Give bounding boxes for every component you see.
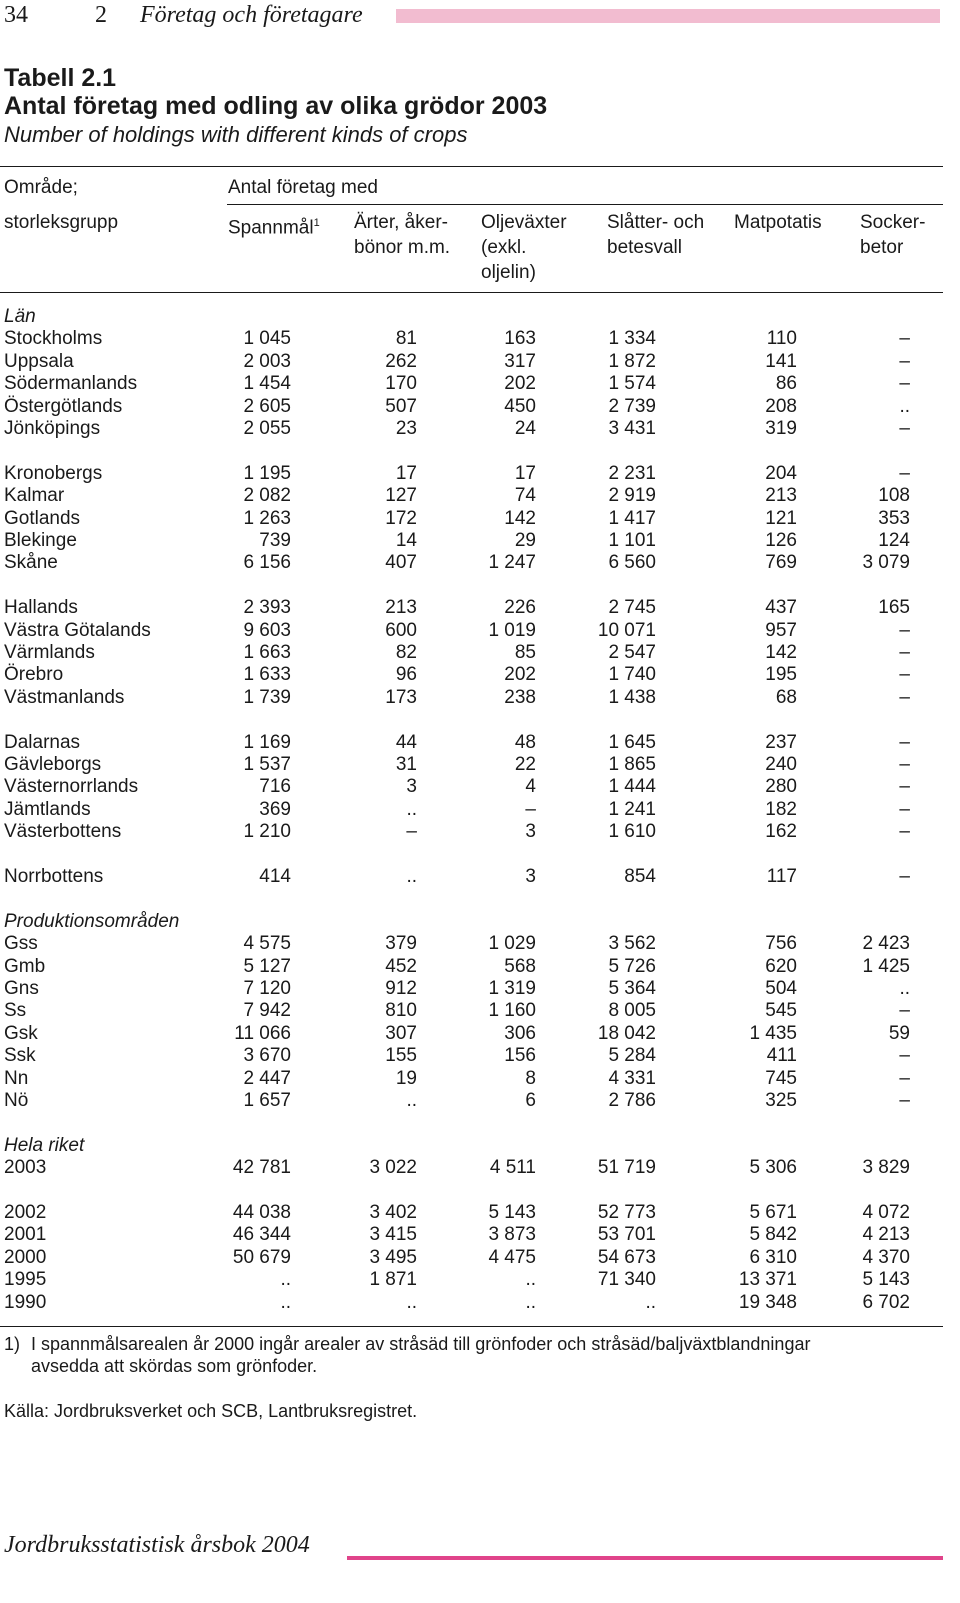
table-cell: 1 169 bbox=[243, 731, 291, 753]
table-cell: 5 127 bbox=[243, 955, 291, 977]
table-cell: 1 210 bbox=[243, 821, 291, 843]
table-cell: 1 417 bbox=[608, 507, 656, 529]
table-cell: 1 263 bbox=[243, 507, 291, 529]
table-cell: 8 bbox=[525, 1067, 536, 1089]
table-cell: .. bbox=[406, 1090, 417, 1111]
table-cell: 5 143 bbox=[488, 1202, 536, 1223]
table-cell: 716 bbox=[259, 776, 291, 798]
table-cell: 1 334 bbox=[608, 328, 656, 350]
row-label: Västerbottens bbox=[4, 821, 122, 843]
table-cell: 2 739 bbox=[608, 395, 656, 417]
table-cell: 1 444 bbox=[608, 776, 656, 798]
table-cell: 6 310 bbox=[749, 1246, 797, 1268]
chapter-title: Företag och företagare bbox=[140, 2, 363, 28]
section-label: Produktionsområden bbox=[4, 910, 180, 932]
table-cell: 2 919 bbox=[608, 485, 656, 507]
column-header-2-line-1 bbox=[354, 210, 448, 236]
table-cell: 6 702 bbox=[862, 1291, 910, 1313]
table-cell: 44 bbox=[395, 731, 417, 753]
row-label: Gävleborgs bbox=[4, 754, 102, 775]
table-cell: 3 495 bbox=[369, 1246, 417, 1268]
table-cell: 5 284 bbox=[608, 1045, 656, 1067]
table-cell: 3 431 bbox=[608, 418, 656, 439]
table-cell: 379 bbox=[385, 933, 417, 955]
footnote-marker: 1) bbox=[4, 1334, 21, 1354]
table-cell: 912 bbox=[385, 978, 417, 999]
table-cell: 769 bbox=[765, 552, 797, 574]
row-label: Nö bbox=[4, 1090, 29, 1111]
source-note: Källa: Jordbruksverket och SCB, Lantbruksregistret. bbox=[4, 1401, 418, 1421]
table-cell: – bbox=[525, 798, 536, 820]
table-cell: 854 bbox=[624, 866, 656, 887]
table-cell: 6 560 bbox=[608, 552, 656, 574]
row-label: Ssk bbox=[4, 1045, 36, 1067]
table-cell: 173 bbox=[385, 686, 417, 708]
table-cell: 226 bbox=[504, 597, 536, 619]
section-label: Län bbox=[4, 306, 36, 327]
table-cell: – bbox=[899, 418, 910, 439]
table-cell: 1 045 bbox=[243, 328, 291, 350]
group-header-rule bbox=[227, 204, 943, 205]
table-cell: 262 bbox=[385, 350, 417, 372]
table-cell: 407 bbox=[385, 552, 417, 574]
table-cell: 108 bbox=[878, 485, 910, 507]
table-cell: .. bbox=[525, 1269, 536, 1291]
table-cell: 5 143 bbox=[862, 1269, 910, 1291]
row-label: Norrbottens bbox=[4, 866, 104, 887]
table-cell: – bbox=[899, 776, 910, 798]
table-cell: 3 670 bbox=[243, 1045, 291, 1067]
table-cell: 756 bbox=[765, 933, 797, 955]
table-cell: .. bbox=[406, 1291, 417, 1313]
table-cell: 369 bbox=[259, 798, 291, 820]
table-cell: 51 719 bbox=[597, 1157, 656, 1179]
table-cell: 4 511 bbox=[489, 1157, 536, 1179]
table-cell: 4 213 bbox=[862, 1224, 910, 1246]
table-cell: 5 364 bbox=[608, 978, 656, 999]
table-cell: 4 575 bbox=[243, 933, 291, 955]
group-header: Antal företag med bbox=[228, 177, 378, 198]
column-header-6-line-2 bbox=[860, 235, 903, 261]
table-cell: 317 bbox=[504, 350, 536, 372]
row-label: Gmb bbox=[4, 955, 46, 977]
table-cell: 620 bbox=[765, 955, 797, 977]
table-cell: 237 bbox=[765, 731, 797, 753]
table-cell: 1 435 bbox=[749, 1022, 797, 1044]
table-cell: 568 bbox=[504, 955, 536, 977]
table-cell: – bbox=[899, 1045, 910, 1067]
table-bottom-rule bbox=[0, 1326, 943, 1327]
column-header-5-line-1 bbox=[734, 210, 822, 236]
table-cell: 81 bbox=[395, 328, 417, 350]
table-cell: – bbox=[899, 821, 910, 843]
page-header bbox=[0, 0, 960, 32]
table-cell: 1 872 bbox=[608, 350, 656, 372]
table-cell: 3 829 bbox=[862, 1157, 910, 1179]
row-label: 2001 bbox=[4, 1224, 47, 1246]
table-cell: 4 bbox=[525, 776, 536, 798]
row-label: Uppsala bbox=[4, 350, 74, 372]
table-cell: .. bbox=[525, 1291, 536, 1313]
section-label: Hela riket bbox=[4, 1134, 85, 1156]
table-cell: 163 bbox=[504, 328, 536, 350]
table-cell: 162 bbox=[765, 821, 797, 843]
table-cell: 155 bbox=[385, 1045, 417, 1067]
table-cell: 46 344 bbox=[232, 1224, 291, 1246]
table-cell: .. bbox=[899, 395, 910, 417]
table-cell: 213 bbox=[765, 485, 797, 507]
row-label: Västra Götalands bbox=[4, 619, 151, 641]
column-header-4-line-2 bbox=[607, 235, 682, 261]
table-cell: 48 bbox=[514, 731, 536, 753]
row-label: Gss bbox=[4, 933, 38, 955]
page-number: 34 bbox=[4, 2, 28, 28]
row-label: Södermanlands bbox=[4, 373, 138, 395]
table-number: Tabell 2.1 bbox=[4, 64, 117, 92]
table-cell: 19 348 bbox=[738, 1291, 797, 1313]
table-cell: 4 072 bbox=[862, 1202, 910, 1223]
row-label: Värmlands bbox=[4, 642, 95, 663]
table-cell: – bbox=[899, 350, 910, 372]
table-cell: 172 bbox=[385, 507, 417, 529]
column-header-1-line-1 bbox=[228, 210, 320, 241]
table-cell: 504 bbox=[765, 978, 797, 999]
table-cell: 1 101 bbox=[608, 530, 656, 551]
column-header-text: Spannmål bbox=[228, 217, 314, 239]
row-label: Skåne bbox=[4, 552, 58, 574]
table-cell: 2 547 bbox=[608, 642, 656, 663]
table-cell: 24 bbox=[514, 418, 536, 439]
row-label: 1990 bbox=[4, 1291, 47, 1313]
row-label: Hallands bbox=[4, 597, 78, 619]
chapter-number: 2 bbox=[95, 2, 107, 28]
table-cell: 165 bbox=[878, 597, 910, 619]
table-cell: 5 306 bbox=[749, 1157, 797, 1179]
table-cell: 2 423 bbox=[862, 933, 910, 955]
stub-header-2: storleksgrupp bbox=[4, 212, 119, 233]
table-cell: 71 340 bbox=[597, 1269, 656, 1291]
row-label: Gns bbox=[4, 978, 39, 999]
table-cell: 3 bbox=[525, 821, 536, 843]
table-cell: 14 bbox=[395, 530, 417, 551]
row-label: 1995 bbox=[4, 1269, 47, 1291]
column-header-text: oljelin) bbox=[481, 262, 536, 283]
footnote-line-2: avsedda att skördas som grönfoder. bbox=[31, 1356, 318, 1376]
table-cell: 13 371 bbox=[738, 1269, 797, 1291]
table-cell: 202 bbox=[504, 373, 536, 395]
table-cell: .. bbox=[406, 866, 417, 887]
table-cell: 52 773 bbox=[597, 1202, 656, 1223]
row-label: Östergötlands bbox=[4, 395, 123, 417]
table-cell: – bbox=[899, 328, 910, 350]
table-cell: 1 740 bbox=[608, 664, 656, 686]
table-cell: 42 781 bbox=[232, 1157, 291, 1179]
table-cell: 238 bbox=[504, 686, 536, 708]
table-cell: 74 bbox=[514, 485, 536, 507]
table-cell: 437 bbox=[765, 597, 797, 619]
table-cell: – bbox=[899, 1000, 910, 1022]
table-cell: 29 bbox=[514, 530, 536, 551]
table-cell: 195 bbox=[765, 664, 797, 686]
table-cell: 3 415 bbox=[369, 1224, 417, 1246]
table-cell: 3 bbox=[406, 776, 417, 798]
table-cell: 68 bbox=[775, 686, 797, 708]
table-cell: 810 bbox=[385, 1000, 417, 1022]
table-cell: 4 370 bbox=[862, 1246, 910, 1268]
table-cell: 142 bbox=[504, 507, 536, 529]
column-header-text: (exkl. bbox=[481, 237, 527, 258]
table-cell: 126 bbox=[765, 530, 797, 551]
footnote-line-1: I spannmålsarealen år 2000 ingår arealer av stråsäd till grönfoder och stråsäd/baljväxtblandningar bbox=[31, 1334, 811, 1354]
column-header-3-line-3 bbox=[481, 260, 536, 286]
column-header-2-line-2 bbox=[354, 235, 450, 261]
table-cell: 3 873 bbox=[488, 1224, 536, 1246]
table-cell: 124 bbox=[878, 530, 910, 551]
table-cell: 745 bbox=[765, 1067, 797, 1089]
table-cell: – bbox=[899, 664, 910, 686]
table-cell: 19 bbox=[395, 1067, 417, 1089]
table-cell: 3 079 bbox=[862, 552, 910, 574]
table-cell: 306 bbox=[504, 1022, 536, 1044]
table-cell: .. bbox=[645, 1291, 656, 1313]
table-cell: 1 319 bbox=[488, 978, 536, 999]
table-cell: 3 402 bbox=[369, 1202, 417, 1223]
row-label: Västmanlands bbox=[4, 686, 125, 708]
header-bottom-rule bbox=[0, 292, 943, 293]
table-cell: 1 633 bbox=[243, 664, 291, 686]
table-cell: 4 475 bbox=[488, 1246, 536, 1268]
table-cell: .. bbox=[280, 1291, 291, 1313]
table-top-rule bbox=[0, 166, 943, 167]
table-cell: 452 bbox=[385, 955, 417, 977]
table-cell: 1 425 bbox=[862, 955, 910, 977]
table-cell: 44 038 bbox=[232, 1202, 291, 1223]
table-cell: 4 331 bbox=[608, 1067, 656, 1089]
table-cell: 213 bbox=[385, 597, 417, 619]
table-cell: 240 bbox=[765, 754, 797, 775]
table-cell: 7 942 bbox=[243, 1000, 291, 1022]
table-cell: 2 055 bbox=[243, 418, 291, 439]
table-cell: 3 562 bbox=[608, 933, 656, 955]
table-cell: – bbox=[899, 1090, 910, 1111]
table-cell: – bbox=[899, 731, 910, 753]
row-label: Kronobergs bbox=[4, 462, 103, 484]
table-cell: 31 bbox=[395, 754, 417, 775]
table-cell: 127 bbox=[385, 485, 417, 507]
column-header-text: betor bbox=[860, 237, 904, 258]
table-cell: 156 bbox=[504, 1045, 536, 1067]
table-cell: 3 bbox=[525, 866, 536, 887]
table-cell: 1 663 bbox=[243, 642, 291, 663]
table-cell: 2 082 bbox=[243, 485, 291, 507]
table-cell: 1 657 bbox=[243, 1090, 291, 1111]
table-cell: .. bbox=[406, 798, 417, 820]
table-cell: 96 bbox=[395, 664, 417, 686]
table-cell: 545 bbox=[765, 1000, 797, 1022]
table-cell: 142 bbox=[765, 642, 797, 663]
table-cell: 6 bbox=[525, 1090, 536, 1111]
footnote-reference: 1 bbox=[313, 217, 320, 229]
table-cell: 8 005 bbox=[608, 1000, 656, 1022]
table-cell: 110 bbox=[766, 328, 797, 350]
column-header-text: betesvall bbox=[607, 237, 682, 258]
table-cell: 7 120 bbox=[243, 978, 291, 999]
table-cell: 59 bbox=[888, 1022, 910, 1044]
table-cell: 2 786 bbox=[608, 1090, 656, 1111]
row-label: 2002 bbox=[4, 1202, 47, 1223]
table-cell: 1 865 bbox=[608, 754, 656, 775]
table-cell: 325 bbox=[765, 1090, 797, 1111]
table-cell: 600 bbox=[385, 619, 417, 641]
row-label: Dalarnas bbox=[4, 731, 81, 753]
row-label: Stockholms bbox=[4, 328, 103, 350]
row-label: 2003 bbox=[4, 1157, 47, 1179]
table-cell: – bbox=[899, 373, 910, 395]
column-header-3-line-1 bbox=[481, 210, 567, 236]
table-cell: – bbox=[899, 619, 910, 641]
table-cell: 22 bbox=[514, 754, 536, 775]
table-title-sv: Antal företag med odling av olika grödor 2003 bbox=[4, 92, 548, 120]
table-cell: 1 610 bbox=[608, 821, 656, 843]
table-cell: – bbox=[899, 798, 910, 820]
row-label: Västernorrlands bbox=[4, 776, 139, 798]
table-cell: 11 066 bbox=[234, 1022, 291, 1044]
footer-title: Jordbruksstatistisk årsbok 2004 bbox=[4, 1532, 310, 1558]
table-cell: 17 bbox=[514, 462, 536, 484]
column-header-text: Socker- bbox=[860, 212, 926, 233]
table-cell: .. bbox=[899, 978, 910, 999]
row-label: Gsk bbox=[4, 1022, 38, 1044]
table-cell: 1 195 bbox=[243, 462, 291, 484]
row-label: Nn bbox=[4, 1067, 29, 1089]
table-cell: 9 603 bbox=[243, 619, 291, 641]
table-cell: – bbox=[899, 686, 910, 708]
table-cell: – bbox=[406, 821, 417, 843]
table-cell: 319 bbox=[765, 418, 797, 439]
table-cell: 1 574 bbox=[608, 373, 656, 395]
table-cell: 53 701 bbox=[597, 1224, 656, 1246]
table-cell: 5 842 bbox=[749, 1224, 797, 1246]
table-cell: 50 679 bbox=[232, 1246, 291, 1268]
table-cell: 85 bbox=[514, 642, 536, 663]
row-label: Gotlands bbox=[4, 507, 81, 529]
table-cell: 2 003 bbox=[243, 350, 291, 372]
table-cell: 280 bbox=[765, 776, 797, 798]
table-cell: 54 673 bbox=[597, 1246, 656, 1268]
table-cell: 450 bbox=[504, 395, 536, 417]
row-label: Jämtlands bbox=[4, 798, 91, 820]
column-header-text: Oljeväxter bbox=[481, 212, 567, 233]
table-cell: 1 019 bbox=[488, 619, 536, 641]
column-header-text: Ärter, åker- bbox=[354, 212, 448, 233]
stub-header-1: Område; bbox=[4, 177, 78, 198]
column-header-6-line-1 bbox=[860, 210, 925, 236]
column-header-text: bönor m.m. bbox=[354, 237, 451, 258]
table-cell: 1 645 bbox=[608, 731, 656, 753]
table-cell: 307 bbox=[385, 1022, 417, 1044]
table-cell: 1 241 bbox=[608, 798, 656, 820]
table-cell: 1 029 bbox=[488, 933, 536, 955]
table-cell: 204 bbox=[765, 462, 797, 484]
table-cell: 6 156 bbox=[243, 552, 291, 574]
table-cell: 1 438 bbox=[608, 686, 656, 708]
table-cell: 1 454 bbox=[243, 373, 291, 395]
table-cell: – bbox=[899, 866, 910, 887]
table-cell: .. bbox=[280, 1269, 291, 1291]
table-cell: 2 605 bbox=[243, 395, 291, 417]
table-cell: 1 871 bbox=[369, 1269, 417, 1291]
table-cell: 3 022 bbox=[369, 1157, 417, 1179]
row-label: 2000 bbox=[4, 1246, 47, 1268]
table-cell: 121 bbox=[765, 507, 797, 529]
table-cell: 17 bbox=[395, 462, 417, 484]
table-cell: – bbox=[899, 462, 910, 484]
column-header-text: Matpotatis bbox=[734, 212, 822, 233]
table-cell: 411 bbox=[766, 1045, 797, 1067]
table-cell: 5 671 bbox=[749, 1202, 797, 1223]
table-cell: 182 bbox=[765, 798, 797, 820]
table-cell: 1 160 bbox=[488, 1000, 536, 1022]
table-title-en: Number of holdings with different kinds of crops bbox=[4, 122, 468, 147]
table-cell: 2 231 bbox=[608, 462, 656, 484]
table-cell: 117 bbox=[766, 866, 797, 887]
table-cell: 957 bbox=[765, 619, 797, 641]
table-cell: 1 739 bbox=[243, 686, 291, 708]
table-cell: – bbox=[899, 642, 910, 663]
table-cell: – bbox=[899, 754, 910, 775]
table-cell: 208 bbox=[765, 395, 797, 417]
table-cell: 2 745 bbox=[608, 597, 656, 619]
row-label: Ss bbox=[4, 1000, 27, 1022]
table-cell: 170 bbox=[385, 373, 417, 395]
row-label: Örebro bbox=[4, 664, 64, 686]
header-bar bbox=[396, 9, 940, 23]
table-cell: 1 247 bbox=[488, 552, 536, 574]
table-cell: 414 bbox=[259, 866, 291, 887]
row-label: Blekinge bbox=[4, 530, 77, 551]
table-cell: 86 bbox=[775, 373, 797, 395]
row-label: Jönköpings bbox=[4, 418, 101, 439]
table-cell: 202 bbox=[504, 664, 536, 686]
table-cell: 353 bbox=[878, 507, 910, 529]
table-cell: 2 393 bbox=[243, 597, 291, 619]
column-header-text: Slåtter- och bbox=[607, 212, 705, 233]
table-cell: 23 bbox=[395, 418, 417, 439]
table-cell: 82 bbox=[395, 642, 417, 663]
table-cell: – bbox=[899, 1067, 910, 1089]
table-cell: 2 447 bbox=[243, 1067, 291, 1089]
table-cell: 1 537 bbox=[243, 754, 291, 775]
table-cell: 141 bbox=[765, 350, 797, 372]
column-header-4-line-1 bbox=[607, 210, 704, 236]
table-cell: 507 bbox=[385, 395, 417, 417]
row-label: Kalmar bbox=[4, 485, 65, 507]
table-cell: 10 071 bbox=[597, 619, 656, 641]
table-cell: 739 bbox=[259, 530, 291, 551]
column-header-3-line-2 bbox=[481, 235, 526, 261]
table-cell: 5 726 bbox=[608, 955, 656, 977]
table-cell: 18 042 bbox=[597, 1022, 656, 1044]
footer-bar bbox=[347, 1556, 943, 1560]
